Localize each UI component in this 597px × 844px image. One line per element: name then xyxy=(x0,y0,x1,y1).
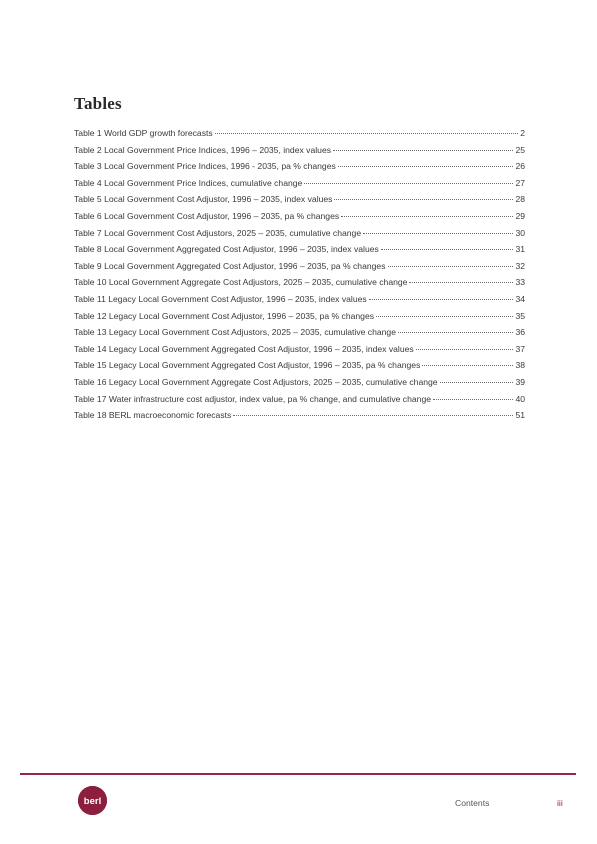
toc-page-number[interactable]: 36 xyxy=(515,327,525,338)
toc-entry-title[interactable]: Table 5 Local Government Cost Adjustor, 1996 – 2035, index values xyxy=(74,194,333,205)
dot-leader xyxy=(369,299,514,300)
dot-leader xyxy=(233,415,513,416)
footer-section-label: Contents xyxy=(455,798,490,808)
toc-entry[interactable] xyxy=(74,228,525,245)
toc-page-number[interactable]: 40 xyxy=(515,393,525,404)
toc-page-number[interactable]: 28 xyxy=(515,194,525,205)
toc-entry[interactable] xyxy=(74,394,525,411)
toc-entry[interactable] xyxy=(74,145,525,162)
dot-leader xyxy=(416,349,514,350)
toc-entry-title[interactable]: Table 13 Legacy Local Government Cost Adjustors, 2025 – 2035, cumulative change xyxy=(74,327,396,338)
page-heading: Tables xyxy=(74,94,122,113)
toc-entry[interactable] xyxy=(74,161,525,178)
toc-entry-title[interactable]: Table 6 Local Government Cost Adjustor, 1996 – 2035, pa % changes xyxy=(74,210,340,221)
toc-entry[interactable] xyxy=(74,410,525,427)
toc-entry-title[interactable]: Table 3 Local Government Price Indices, 1996 - 2035, pa % changes xyxy=(74,161,336,172)
toc-page-number[interactable]: 30 xyxy=(515,227,525,238)
toc-entry[interactable] xyxy=(74,344,525,361)
toc-entry-title[interactable]: Table 15 Legacy Local Government Aggregated Cost Adjustor, 1996 – 2035, pa % changes xyxy=(74,360,421,371)
toc-entry-title[interactable]: Table 7 Local Government Cost Adjustors, 2025 – 2035, cumulative change xyxy=(74,227,362,238)
dot-leader xyxy=(304,183,513,184)
dot-leader xyxy=(363,233,513,234)
toc-page-number[interactable]: 32 xyxy=(515,260,525,271)
toc-entry-title[interactable]: Table 2 Local Government Price Indices, 1996 – 2035, index values xyxy=(74,144,332,155)
toc-page-number[interactable]: 26 xyxy=(515,161,525,172)
table-of-tables xyxy=(74,128,525,427)
dot-leader xyxy=(334,199,513,200)
dot-leader xyxy=(381,249,514,250)
toc-page-number[interactable]: 29 xyxy=(515,210,525,221)
toc-page-number[interactable]: 2 xyxy=(520,128,525,138)
toc-entry[interactable] xyxy=(74,294,525,311)
toc-page-number[interactable]: 37 xyxy=(515,343,525,354)
toc-entry-title[interactable]: Table 8 Local Government Aggregated Cost Adjustor, 1996 – 2035, index values xyxy=(74,244,379,255)
toc-entry[interactable] xyxy=(74,178,525,195)
toc-entry-title[interactable]: Table 4 Local Government Price Indices, cumulative change xyxy=(74,177,303,188)
toc-page-number[interactable]: 31 xyxy=(515,244,525,255)
toc-entry[interactable] xyxy=(74,277,525,294)
toc-entry-title[interactable]: Table 17 Water infrastructure cost adjustor, index value, pa % change, and cumulative change xyxy=(74,393,432,404)
dot-leader xyxy=(409,282,513,283)
logo-text: berl xyxy=(83,795,102,807)
toc-page-number[interactable]: 34 xyxy=(515,293,525,304)
toc-entry-title[interactable]: Table 16 Legacy Local Government Aggregate Cost Adjustors, 2025 – 2035, cumulative change xyxy=(74,376,438,387)
toc-page-number[interactable]: 25 xyxy=(515,144,525,155)
toc-entry-title[interactable]: Table 9 Local Government Aggregated Cost Adjustor, 1996 – 2035, pa % changes xyxy=(74,260,386,271)
footer-page-number: iii xyxy=(557,798,563,808)
berl-logo xyxy=(78,786,107,815)
dot-leader xyxy=(341,216,513,217)
toc-entry[interactable] xyxy=(74,244,525,261)
toc-entry-title[interactable]: Table 10 Local Government Aggregate Cost Adjustors, 2025 – 2035, cumulative change xyxy=(74,277,408,288)
dot-leader xyxy=(333,150,513,151)
toc-page-number[interactable]: 27 xyxy=(515,177,525,188)
dot-leader xyxy=(440,382,514,383)
dot-leader xyxy=(376,316,513,317)
toc-entry[interactable] xyxy=(74,128,525,145)
dot-leader xyxy=(398,332,513,333)
toc-page-number[interactable]: 51 xyxy=(515,410,525,421)
toc-entry-title[interactable]: Table 11 Legacy Local Government Cost Adjustor, 1996 – 2035, index values xyxy=(74,293,367,304)
dot-leader xyxy=(338,166,514,167)
toc-entry-title[interactable]: Table 14 Legacy Local Government Aggregated Cost Adjustor, 1996 – 2035, index values xyxy=(74,343,414,354)
toc-page-number[interactable]: 39 xyxy=(515,376,525,387)
toc-page-number[interactable]: 35 xyxy=(515,310,525,321)
toc-entry[interactable] xyxy=(74,194,525,211)
dot-leader xyxy=(388,266,514,267)
footer-divider xyxy=(20,773,576,775)
dot-leader xyxy=(422,365,513,366)
dot-leader xyxy=(433,399,513,400)
toc-page-number[interactable]: 38 xyxy=(515,360,525,371)
toc-entry[interactable] xyxy=(74,327,525,344)
toc-entry[interactable] xyxy=(74,211,525,228)
toc-page-number[interactable]: 33 xyxy=(515,277,525,288)
toc-entry-title[interactable]: Table 12 Legacy Local Government Cost Adjustor, 1996 – 2035, pa % changes xyxy=(74,310,375,321)
berl-logo-mark xyxy=(78,786,107,815)
toc-entry[interactable] xyxy=(74,261,525,278)
toc-entry-title[interactable]: Table 18 BERL macroeconomic forecasts xyxy=(74,410,232,421)
dot-leader xyxy=(215,133,519,134)
toc-entry-title[interactable]: Table 1 World GDP growth forecasts xyxy=(74,128,213,138)
toc-entry[interactable] xyxy=(74,377,525,394)
toc-entry[interactable] xyxy=(74,360,525,377)
toc-entry[interactable] xyxy=(74,311,525,328)
